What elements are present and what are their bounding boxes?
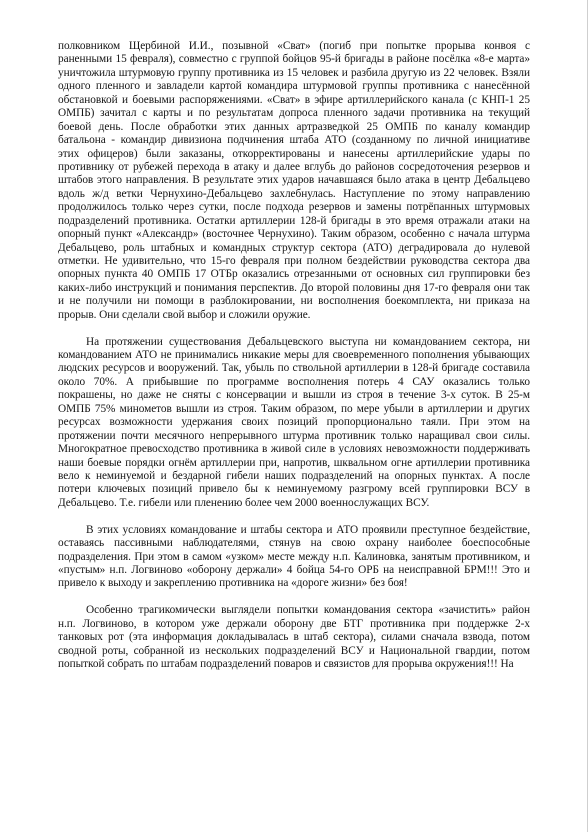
text-line: В этих условиях командование и штабы сектора и АТО проявили преступное бездействие, xyxy=(86,523,530,536)
paragraph-gap xyxy=(58,591,530,604)
text-line: полковником Щербиной И.И., позывной «Сват» (погиб при попытке прорыва конвоя с xyxy=(58,40,530,52)
text-line: подразделений противника. Остатки артиллерии 128-й бригады в это время отражали атаки на xyxy=(58,214,530,227)
text-line: этих офицеров) были заказаны, откорректированы и нанесены артиллерийские удары по xyxy=(58,147,530,160)
text-line: одного пленного и завладели картой командира штурмовой группы противника с нанесённой xyxy=(58,80,530,93)
text-line: каких-либо инструкций и понимания перспектив. До второй половины дня 17-го февраля они так xyxy=(58,281,530,294)
text-line: оставаясь пассивными наблюдателями, стянув на свою охрану наиболее боеспособные xyxy=(58,537,530,550)
text-line: Дебальцево. Т.е. гибели или пленению более чем 2000 военнослужащих ВСУ. xyxy=(58,496,430,509)
text-line: отметки. Не удивительно, что 15-го февраля при полном бездействии руководства сектора два xyxy=(58,255,530,267)
paragraph xyxy=(58,604,530,671)
text-line: вело к неминуемой и бездарной гибели наших подразделений на опорных пунктах. А после xyxy=(58,469,530,482)
text-line: штабов этого направления. В результате этих ударов начавшаяся было атака в центр Дебальцево xyxy=(58,174,530,187)
paragraph xyxy=(58,524,530,591)
text-line: попыткой собрать по штабам подразделений поваров и связистов для прорыва окружения!!! На xyxy=(58,657,514,670)
document-body xyxy=(58,40,530,671)
text-line: Особенно трагикомически выглядели попытки командования сектора «зачистить» район xyxy=(86,604,530,617)
text-line: командованием АТО не принимались никакие меры для своевременного пополнения убывающих xyxy=(58,349,530,362)
text-line: продолжилось только через сутки, после подхода резервов и замены потрёпанных штурмовых xyxy=(58,201,530,214)
text-line: покрашены, но даже не сняты с консервации и вышли из строя в течение 3-х суток. В 25-м xyxy=(58,389,530,402)
text-line: Многократное превосходство противника в живой силе в условиях невозможности поддерживать xyxy=(58,443,530,456)
text-line: людских ресурсов и вооружений. Так, убыль по ствольной артиллерии в 128-й бригаде составила xyxy=(58,362,530,375)
text-line: опорный пункт «Александр» (восточнее Чернухино). Таким образом, особенно с начала штурма xyxy=(58,228,530,241)
text-line: ресурсах возможности удержания своих позиций пропорционально таяли. При этом на xyxy=(58,416,530,429)
text-line: боевой день. После обработки этих данных артразведкой 25 ОМПБ по каналу командир xyxy=(58,120,530,133)
text-line: ОМПБ 75% минометов вышли из строя. Таким образом, по мере убыли в артиллерии и других xyxy=(58,402,530,415)
paragraph-gap xyxy=(58,510,530,523)
text-line: сводной роты, собранной из нескольких подразделений ВСУ и Национальной гвардии, потом xyxy=(58,644,530,657)
text-line: около 70%. А прибывшие по программе восполнения потерь 4 САУ оказались только xyxy=(58,375,530,388)
text-line: наши боевые порядки огнём артиллерии при, напротив, шквальном огне артиллерии противника xyxy=(58,456,530,469)
text-line: обстановкой и боевыми распоряжениями. «Сват» в эфире артиллерийского канала (с КНП-1 25 xyxy=(58,93,530,106)
text-line: батальона - командир дивизиона подчинения штаба АТО (созданному по личной инициативе xyxy=(58,134,530,147)
text-line: «пустым» н.п. Логвиново «оборону держали» 4 бойца 54-го ОРБ на неисправной БРМ!!! Это и xyxy=(58,563,530,576)
text-line: опорных пункта 40 ОМПБ 17 ОТБр оказались отрезанными от основных сил группировки без xyxy=(58,268,530,281)
text-line: и не получили ни помощи в разблокировании, ни восполнения боекомплекта, ни приказа на xyxy=(58,295,530,308)
text-line: уничтожила штурмовую группу противника из 15 человек и разбила другую из 22 человек. Взяли xyxy=(58,66,530,79)
paragraph xyxy=(58,336,530,511)
text-line: раненными 15 февраля), совместно с группой бойцов 95-й бригады в районе посёлка «8-е марта» xyxy=(58,53,530,66)
text-line: вдоль ж/д ветки Чернухино-Дебальцево захлебнулась. Наступление по этому направлению xyxy=(58,187,530,200)
text-line: ОМПБ) зачитал с карты и по результатам допроса пленного задачи противника на текущий xyxy=(58,107,530,120)
text-line: привело к выходу и закреплению противника на «дороге жизни» без боя! xyxy=(58,577,408,590)
text-line: прорыв. Они сделали свой выбор и сложили оружие. xyxy=(58,308,311,321)
text-line: потери ключевых позиций привело бы к неминуемому разгрому всей группировки ВСУ в xyxy=(58,483,530,496)
text-line: танковых рот (эта информация докладывалась в штаб сектора), силами сначала взвода, потом xyxy=(58,631,530,644)
text-line: подразделения. При этом в самом «узком» месте между н.п. Калиновка, занятым противником, и xyxy=(58,550,530,563)
paragraph xyxy=(58,40,530,322)
text-line: н.п. Логвиново, в котором уже держали оборону две БТГ противника при поддержке 2-х xyxy=(58,617,530,630)
text-line: Дебальцево, роль штабных и командных структур сектора (АТО) деградировала до нулевой xyxy=(58,241,530,254)
text-line: На протяжении существования Дебальцевского выступа ни командованием сектора, ни xyxy=(86,335,530,348)
text-line: протяжении почти месячного непрерывного штурма противник только наращивал свои силы. xyxy=(58,429,530,442)
paragraph-gap xyxy=(58,322,530,335)
text-line: противнику от рубежей перехода в атаку и далее вглубь до районов сосредоточения резервов и xyxy=(58,160,530,173)
